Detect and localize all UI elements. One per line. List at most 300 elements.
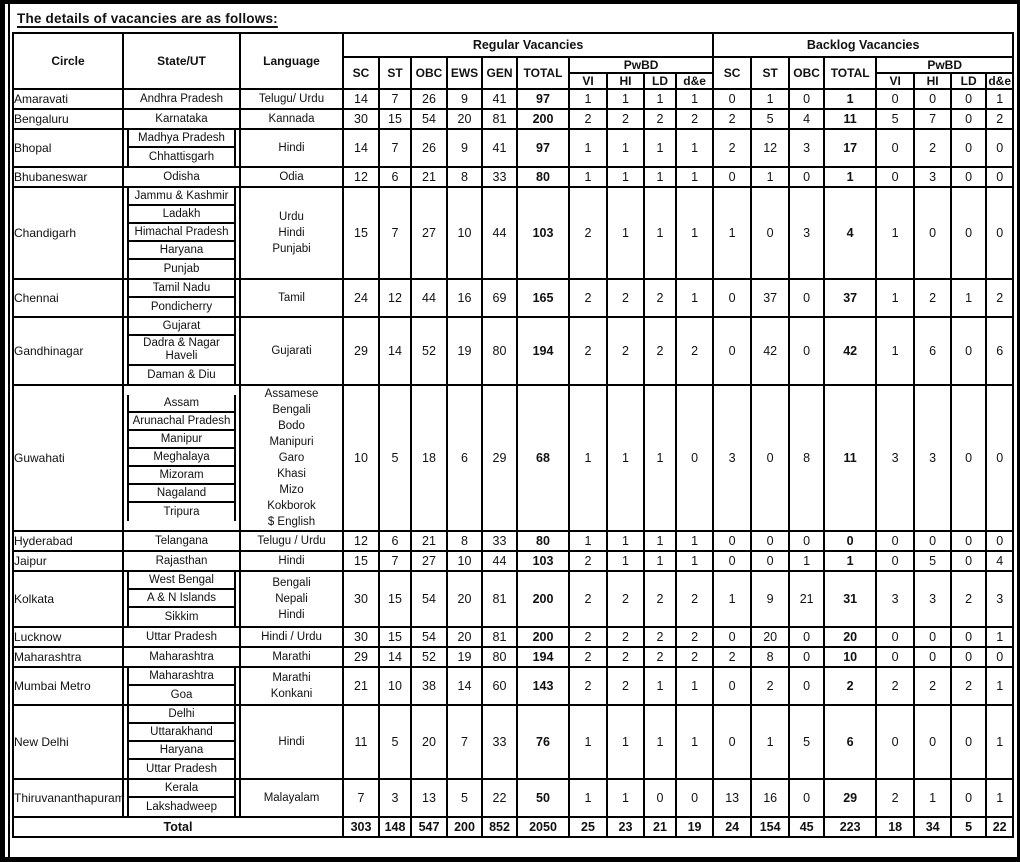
total-value-cell: 223 <box>824 817 876 837</box>
value-cell: 20 <box>447 627 482 647</box>
value-cell: 0 <box>789 89 824 109</box>
circle-cell: Mumbai Metro <box>13 667 123 705</box>
total-value-cell: 19 <box>676 817 713 837</box>
value-cell: 2 <box>676 647 713 667</box>
value-cell: 44 <box>482 187 517 279</box>
value-cell: 4 <box>986 551 1013 571</box>
total-value-cell: 45 <box>789 817 824 837</box>
value-cell: 16 <box>751 779 789 817</box>
state-cell <box>123 647 240 667</box>
state-cell <box>123 531 240 551</box>
state-stack <box>124 780 239 816</box>
value-cell: 0 <box>644 779 676 817</box>
value-cell: 29 <box>824 779 876 817</box>
table-row <box>13 705 1013 779</box>
table-row <box>13 129 1013 167</box>
value-cell: 2 <box>569 109 607 129</box>
value-cell: 33 <box>482 167 517 187</box>
value-cell: 30 <box>343 109 379 129</box>
value-cell: 1 <box>789 551 824 571</box>
value-cell: 1 <box>607 385 644 531</box>
value-cell: 20 <box>447 571 482 627</box>
value-cell: 1 <box>607 779 644 817</box>
value-cell: 2 <box>951 571 986 627</box>
value-cell: 11 <box>824 109 876 129</box>
state-cell <box>123 109 240 129</box>
value-cell: 12 <box>751 129 789 167</box>
language-cell <box>240 551 343 571</box>
value-cell: 2 <box>876 667 914 705</box>
value-cell: 2 <box>713 647 751 667</box>
value-cell: 1 <box>986 627 1013 647</box>
language-name: $ English <box>267 516 316 528</box>
table-row <box>13 385 1013 531</box>
value-cell: 0 <box>713 317 751 385</box>
state-name: Karnataka <box>155 112 208 125</box>
value-cell: 0 <box>713 279 751 317</box>
value-cell: 27 <box>411 187 447 279</box>
value-cell: 7 <box>379 89 411 109</box>
state-name: Haryana <box>127 242 236 260</box>
value-cell: 200 <box>517 627 569 647</box>
state-stack <box>124 130 239 166</box>
value-cell: 0 <box>951 531 986 551</box>
state-name: Ladakh <box>127 206 236 224</box>
value-cell: 14 <box>343 129 379 167</box>
value-cell: 2 <box>607 317 644 385</box>
col-header-reg-vi: VI <box>569 73 607 89</box>
value-cell: 0 <box>914 627 951 647</box>
total-value-cell: 21 <box>644 817 676 837</box>
value-cell: 0 <box>713 551 751 571</box>
value-cell: 27 <box>411 551 447 571</box>
value-cell: 3 <box>789 187 824 279</box>
circle-cell: Chandigarh <box>13 187 123 279</box>
col-header-reg-sc: SC <box>343 57 379 89</box>
state-name: Meghalaya <box>127 449 236 467</box>
value-cell: 0 <box>789 627 824 647</box>
value-cell: 0 <box>876 705 914 779</box>
state-name: Nagaland <box>127 485 236 503</box>
value-cell: 52 <box>411 647 447 667</box>
value-cell: 0 <box>986 647 1013 667</box>
col-header-bl-total: TOTAL <box>824 57 876 89</box>
value-cell: 2 <box>914 129 951 167</box>
value-cell: 0 <box>713 667 751 705</box>
value-cell: 0 <box>876 531 914 551</box>
value-cell: 2 <box>824 667 876 705</box>
value-cell: 0 <box>876 89 914 109</box>
value-cell: 3 <box>713 385 751 531</box>
value-cell: 0 <box>951 705 986 779</box>
language-name: Kannada <box>268 113 315 125</box>
state-cell <box>123 779 240 817</box>
value-cell: 0 <box>951 317 986 385</box>
value-cell: 0 <box>789 317 824 385</box>
value-cell: 31 <box>824 571 876 627</box>
value-cell: 15 <box>379 627 411 647</box>
value-cell: 0 <box>789 647 824 667</box>
value-cell: 97 <box>517 89 569 109</box>
value-cell: 9 <box>447 129 482 167</box>
value-cell: 26 <box>411 129 447 167</box>
state-cell <box>123 279 240 317</box>
value-cell: 2 <box>644 627 676 647</box>
value-cell: 2 <box>607 571 644 627</box>
value-cell: 1 <box>824 551 876 571</box>
value-cell: 0 <box>951 779 986 817</box>
value-cell: 20 <box>824 627 876 647</box>
total-row <box>13 817 1013 837</box>
value-cell: 1 <box>986 705 1013 779</box>
total-value-cell: 18 <box>876 817 914 837</box>
value-cell: 22 <box>482 779 517 817</box>
value-cell: 1 <box>713 571 751 627</box>
state-name: Uttar Pradesh <box>146 630 217 643</box>
value-cell: 26 <box>411 89 447 109</box>
value-cell: 2 <box>644 647 676 667</box>
value-cell: 6 <box>447 385 482 531</box>
value-cell: 5 <box>751 109 789 129</box>
value-cell: 14 <box>379 317 411 385</box>
value-cell: 1 <box>676 551 713 571</box>
language-cell <box>240 779 343 817</box>
table-row <box>13 627 1013 647</box>
state-stack <box>124 318 239 384</box>
language-name: Urdu <box>279 211 304 223</box>
value-cell: 37 <box>751 279 789 317</box>
state-name: Kerala <box>127 780 236 798</box>
value-cell: 1 <box>876 317 914 385</box>
language-cell <box>240 109 343 129</box>
state-name: Himachal Pradesh <box>127 224 236 242</box>
value-cell: 1 <box>676 129 713 167</box>
value-cell: 37 <box>824 279 876 317</box>
state-name: Dadra & Nagar Haveli <box>127 336 236 366</box>
value-cell: 7 <box>379 129 411 167</box>
circle-cell: Bengaluru <box>13 109 123 129</box>
value-cell: 2 <box>914 279 951 317</box>
value-cell: 5 <box>914 551 951 571</box>
value-cell: 10 <box>447 551 482 571</box>
value-cell: 0 <box>951 167 986 187</box>
value-cell: 3 <box>986 571 1013 627</box>
circle-cell: Bhubaneswar <box>13 167 123 187</box>
state-cell <box>123 705 240 779</box>
state-name: West Bengal <box>127 572 236 590</box>
value-cell: 1 <box>986 89 1013 109</box>
value-cell: 2 <box>607 109 644 129</box>
header-row-groups <box>13 33 1013 57</box>
state-name: Pondicherry <box>127 298 236 316</box>
value-cell: 2 <box>607 627 644 647</box>
value-cell: 15 <box>379 571 411 627</box>
circle-cell: Gandhinagar <box>13 317 123 385</box>
value-cell: 2 <box>986 109 1013 129</box>
value-cell: 1 <box>644 551 676 571</box>
state-name: Tripura <box>127 503 236 521</box>
value-cell: 1 <box>644 531 676 551</box>
state-cell <box>123 167 240 187</box>
state-name: Maharashtra <box>127 668 236 686</box>
circle-cell: Chennai <box>13 279 123 317</box>
value-cell: 80 <box>517 531 569 551</box>
total-value-cell: 852 <box>482 817 517 837</box>
value-cell: 2 <box>986 279 1013 317</box>
value-cell: 2 <box>569 647 607 667</box>
language-cell <box>240 571 343 627</box>
total-value-cell: 303 <box>343 817 379 837</box>
value-cell: 1 <box>644 705 676 779</box>
language-name: Mizo <box>279 484 304 496</box>
value-cell: 1 <box>676 279 713 317</box>
state-name: Mizoram <box>127 467 236 485</box>
value-cell: 21 <box>411 531 447 551</box>
value-cell: 21 <box>789 571 824 627</box>
table-row <box>13 571 1013 627</box>
value-cell: 2 <box>569 187 607 279</box>
value-cell: 7 <box>379 187 411 279</box>
value-cell: 29 <box>343 317 379 385</box>
table-body <box>13 89 1013 837</box>
value-cell: 81 <box>482 627 517 647</box>
value-cell: 0 <box>713 167 751 187</box>
value-cell: 1 <box>751 705 789 779</box>
value-cell: 38 <box>411 667 447 705</box>
col-group-backlog-vacancies: Backlog Vacancies <box>713 33 1013 57</box>
value-cell: 15 <box>379 109 411 129</box>
value-cell: 10 <box>379 667 411 705</box>
value-cell: 44 <box>411 279 447 317</box>
value-cell: 24 <box>343 279 379 317</box>
value-cell: 0 <box>789 779 824 817</box>
value-cell: 0 <box>789 667 824 705</box>
value-cell: 1 <box>951 279 986 317</box>
col-header-reg-total: TOTAL <box>517 57 569 89</box>
value-cell: 18 <box>411 385 447 531</box>
value-cell: 0 <box>986 531 1013 551</box>
value-cell: 1 <box>713 187 751 279</box>
value-cell: 194 <box>517 647 569 667</box>
state-cell <box>123 317 240 385</box>
language-name: Hindi <box>278 227 305 239</box>
value-cell: 16 <box>447 279 482 317</box>
value-cell: 2 <box>676 571 713 627</box>
vacancies-table <box>12 32 1014 838</box>
value-cell: 1 <box>676 531 713 551</box>
table-row <box>13 551 1013 571</box>
value-cell: 14 <box>379 647 411 667</box>
value-cell: 1 <box>569 167 607 187</box>
language-name: Tamil <box>278 292 305 304</box>
value-cell: 3 <box>379 779 411 817</box>
language-name: Hindi <box>278 142 305 154</box>
value-cell: 0 <box>713 627 751 647</box>
total-value-cell: 200 <box>447 817 482 837</box>
total-value-cell: 34 <box>914 817 951 837</box>
value-cell: 1 <box>607 551 644 571</box>
language-name: Hindi <box>278 555 305 567</box>
value-cell: 0 <box>876 129 914 167</box>
state-name: Manipur <box>127 431 236 449</box>
state-stack <box>124 572 239 626</box>
value-cell: 1 <box>676 667 713 705</box>
value-cell: 3 <box>789 129 824 167</box>
language-name: Bodo <box>278 420 305 432</box>
col-header-bl-obc: OBC <box>789 57 824 89</box>
value-cell: 2 <box>569 551 607 571</box>
state-name: Arunachal Pradesh <box>127 413 236 431</box>
state-name: Lakshadweep <box>127 798 236 816</box>
value-cell: 2 <box>676 627 713 647</box>
col-header-circle: Circle <box>13 33 123 89</box>
value-cell: 1 <box>607 705 644 779</box>
value-cell: 68 <box>517 385 569 531</box>
value-cell: 20 <box>751 627 789 647</box>
value-cell: 1 <box>569 779 607 817</box>
value-cell: 1 <box>876 187 914 279</box>
circle-cell: Bhopal <box>13 129 123 167</box>
circle-cell: Guwahati <box>13 385 123 531</box>
value-cell: 14 <box>343 89 379 109</box>
table-row <box>13 187 1013 279</box>
value-cell: 0 <box>951 647 986 667</box>
col-header-reg-de: d&e <box>676 73 713 89</box>
language-name: Hindi / Urdu <box>261 631 322 643</box>
table-row <box>13 667 1013 705</box>
value-cell: 2 <box>644 109 676 129</box>
value-cell: 29 <box>482 385 517 531</box>
value-cell: 0 <box>951 89 986 109</box>
circle-cell: Thiruvananthapuram <box>13 779 123 817</box>
value-cell: 4 <box>824 187 876 279</box>
table-row <box>13 779 1013 817</box>
value-cell: 103 <box>517 187 569 279</box>
circle-cell: Maharashtra <box>13 647 123 667</box>
total-value-cell: 154 <box>751 817 789 837</box>
table-row <box>13 317 1013 385</box>
total-value-cell: 24 <box>713 817 751 837</box>
value-cell: 1 <box>569 89 607 109</box>
value-cell: 0 <box>951 129 986 167</box>
value-cell: 2 <box>713 109 751 129</box>
col-header-reg-hi: HI <box>607 73 644 89</box>
value-cell: 29 <box>343 647 379 667</box>
value-cell: 200 <box>517 109 569 129</box>
value-cell: 0 <box>789 531 824 551</box>
state-stack <box>124 280 239 316</box>
state-name: Uttar Pradesh <box>127 760 236 778</box>
table-row <box>13 109 1013 129</box>
value-cell: 5 <box>447 779 482 817</box>
value-cell: 0 <box>789 279 824 317</box>
total-value-cell: 547 <box>411 817 447 837</box>
value-cell: 0 <box>713 531 751 551</box>
state-name: Goa <box>127 686 236 704</box>
value-cell: 81 <box>482 571 517 627</box>
state-name: Jammu & Kashmir <box>127 188 236 206</box>
value-cell: 0 <box>676 779 713 817</box>
value-cell: 3 <box>876 385 914 531</box>
col-group-reg-pwbd: PwBD <box>569 57 713 73</box>
value-cell: 1 <box>644 187 676 279</box>
value-cell: 5 <box>876 109 914 129</box>
value-cell: 1 <box>569 385 607 531</box>
state-stack <box>124 706 239 778</box>
value-cell: 1 <box>676 187 713 279</box>
value-cell: 0 <box>914 531 951 551</box>
value-cell: 50 <box>517 779 569 817</box>
value-cell: 5 <box>379 385 411 531</box>
value-cell: 15 <box>343 551 379 571</box>
language-name: Manipuri <box>269 436 314 448</box>
value-cell: 103 <box>517 551 569 571</box>
language-cell <box>240 647 343 667</box>
value-cell: 2 <box>751 667 789 705</box>
value-cell: 5 <box>379 705 411 779</box>
value-cell: 0 <box>986 167 1013 187</box>
value-cell: 3 <box>876 571 914 627</box>
value-cell: 143 <box>517 667 569 705</box>
state-cell <box>123 667 240 705</box>
value-cell: 20 <box>447 109 482 129</box>
value-cell: 81 <box>482 109 517 129</box>
value-cell: 0 <box>751 551 789 571</box>
value-cell: 8 <box>751 647 789 667</box>
language-name: Marathi <box>272 651 311 663</box>
state-cell <box>123 187 240 279</box>
total-value-cell: 23 <box>607 817 644 837</box>
value-cell: 7 <box>914 109 951 129</box>
value-cell: 1 <box>676 89 713 109</box>
value-cell: 1 <box>644 89 676 109</box>
value-cell: 8 <box>447 167 482 187</box>
value-cell: 6 <box>379 531 411 551</box>
total-label: Total <box>13 817 343 837</box>
value-cell: 1 <box>569 705 607 779</box>
col-header-bl-de: d&e <box>986 73 1013 89</box>
value-cell: 3 <box>914 385 951 531</box>
value-cell: 11 <box>824 385 876 531</box>
value-cell: 13 <box>713 779 751 817</box>
table-row <box>13 647 1013 667</box>
language-cell <box>240 89 343 109</box>
state-name: Uttarakhand <box>127 724 236 742</box>
col-header-bl-hi: HI <box>914 73 951 89</box>
language-cell <box>240 167 343 187</box>
value-cell: 8 <box>447 531 482 551</box>
language-name: Punjabi <box>272 243 311 255</box>
value-cell: 0 <box>986 187 1013 279</box>
state-cell <box>123 385 240 531</box>
language-name: Hindi <box>278 736 305 748</box>
value-cell: 6 <box>914 317 951 385</box>
value-cell: 0 <box>951 109 986 129</box>
value-cell: 4 <box>789 109 824 129</box>
language-cell <box>240 187 343 279</box>
language-cell <box>240 531 343 551</box>
value-cell: 2 <box>569 317 607 385</box>
state-cell <box>123 89 240 109</box>
value-cell: 0 <box>914 187 951 279</box>
value-cell: 42 <box>751 317 789 385</box>
value-cell: 1 <box>751 89 789 109</box>
table-row <box>13 279 1013 317</box>
value-cell: 1 <box>986 667 1013 705</box>
state-name: Tamil Nadu <box>127 280 236 298</box>
state-name: Gujarat <box>127 318 236 336</box>
col-header-reg-ews: EWS <box>447 57 482 89</box>
